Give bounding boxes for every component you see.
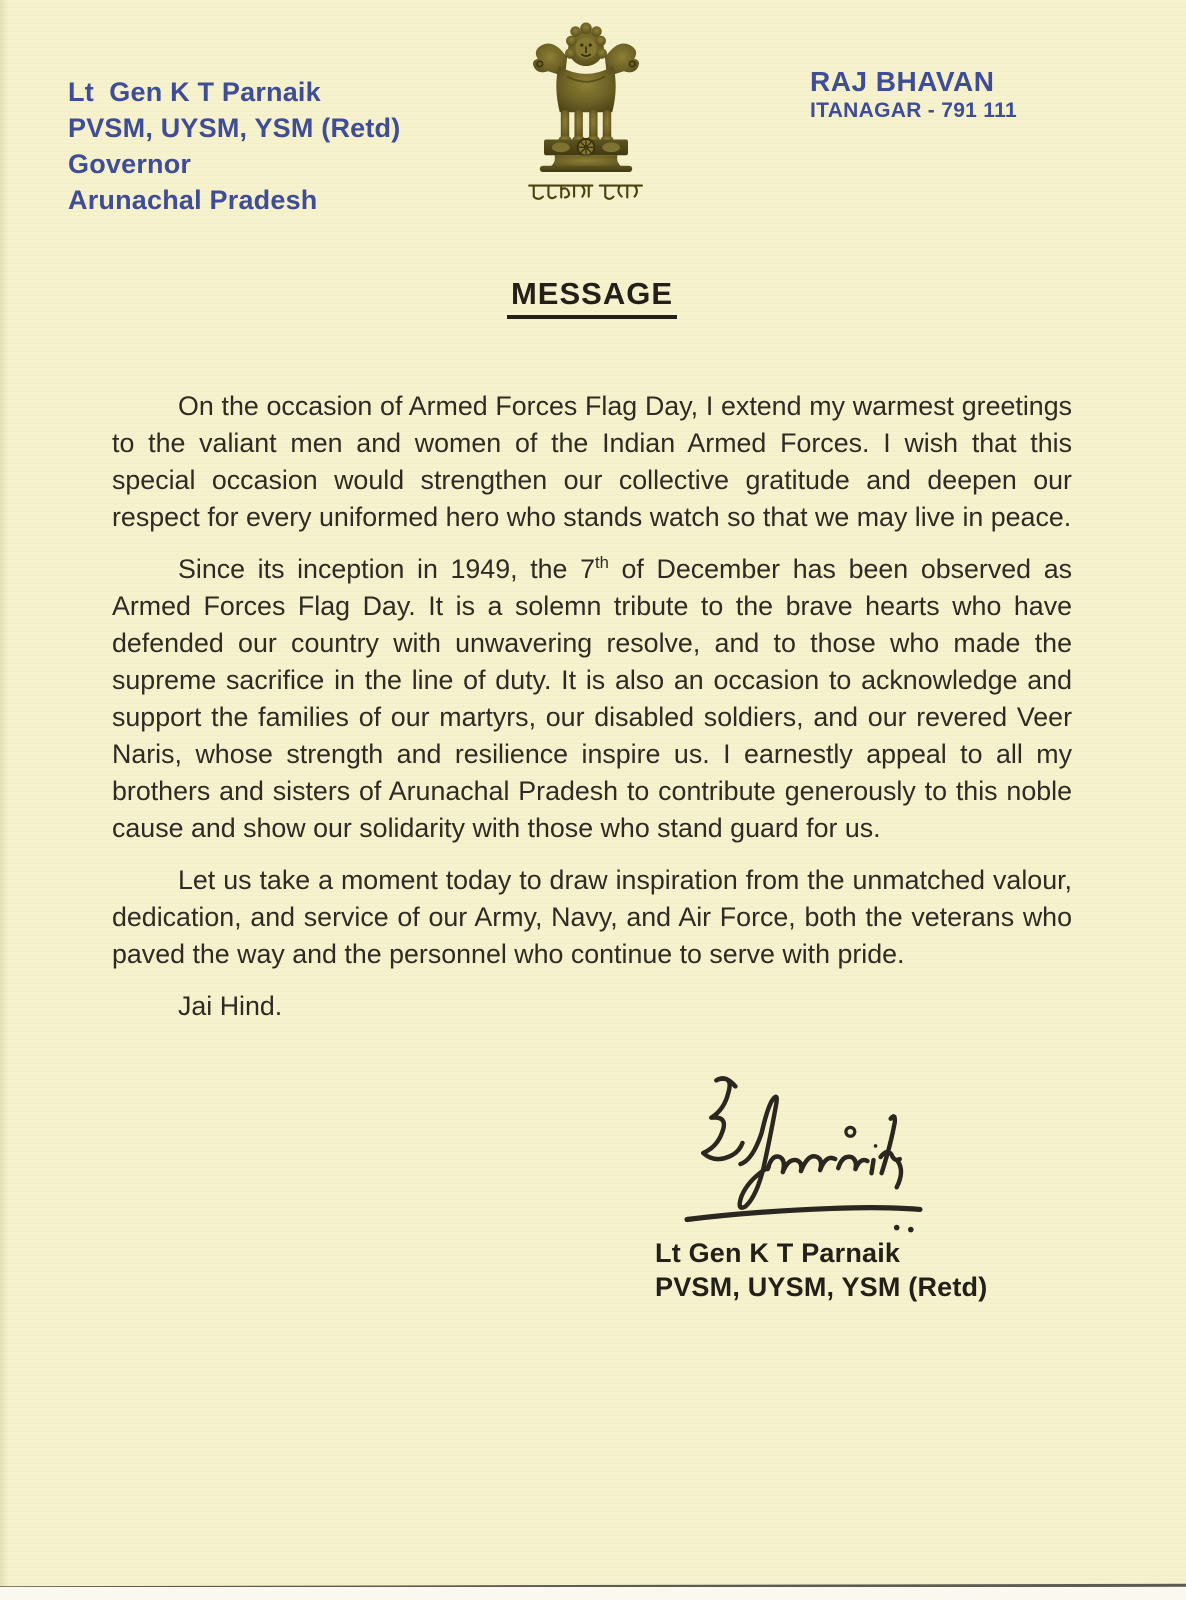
office-block xyxy=(810,66,1017,124)
paragraph-1: On the occasion of Armed Forces Flag Day, I extend my warmest greetings to the valiant men and women of the Indian Armed Forces. I wish that this special occasion would strengthen our collective gratitude and deepen our respect for every uniformed hero who stands watch so that we may live in peace. xyxy=(112,391,1072,532)
paragraph-2-text-b: of December has been observed as Armed Forces Flag Day. It is a solemn tribute to the brave hearts who have defended our country with unwavering resolve, and to those who made the supreme sacrifice in the line of duty. It is also an occasion to acknowledge and support the families of our martyrs, our disabled soldiers, and our revered Veer Naris, whose strength and resilience inspire us. I earnestly appeal to all my brothers and sisters of Arunachal Pradesh to contribute generously to this noble cause and show our solidarity with those who stand guard for us. xyxy=(112,554,1072,843)
signatory-block xyxy=(655,1236,987,1304)
paragraph-2-text-a: Since its inception in 1949, the 7 xyxy=(178,554,595,584)
sender-honours: PVSM, UYSM, YSM (Retd) xyxy=(68,113,401,143)
office-name: RAJ BHAVAN xyxy=(810,66,995,97)
state-emblem-of-india-icon xyxy=(522,22,650,203)
sender-block xyxy=(68,74,400,218)
sender-designation: Governor xyxy=(68,149,192,179)
sender-state: Arunachal Pradesh xyxy=(68,185,318,215)
title-row xyxy=(112,276,1072,319)
message-title: MESSAGE xyxy=(507,276,677,319)
signature-ink-icon xyxy=(681,1068,933,1240)
office-address: ITANAGAR - 791 111 xyxy=(810,99,1017,122)
signatory-name: Lt Gen K T Parnaik xyxy=(655,1238,901,1268)
handwritten-signature xyxy=(681,1068,933,1240)
paragraph-3: Let us take a moment today to draw inspiration from the unmatched valour, dedication, and service of our Army, Navy, and Air Force, both the veterans who paved the way and the personnel who continue to serve with pride. xyxy=(112,865,1072,969)
closing-salutation: Jai Hind. xyxy=(178,991,283,1021)
emblem-motto-satyameva-jayate xyxy=(523,181,649,203)
ordinal-superscript: th xyxy=(595,553,609,573)
sender-name: Lt Gen K T Parnaik xyxy=(68,77,321,107)
paragraph-2 xyxy=(112,551,1072,847)
lion-capital-icon xyxy=(523,22,649,172)
signatory-honours: PVSM, UYSM, YSM (Retd) xyxy=(655,1272,988,1302)
scan-background-strip xyxy=(0,1587,1186,1600)
letter-body xyxy=(112,388,1072,1040)
